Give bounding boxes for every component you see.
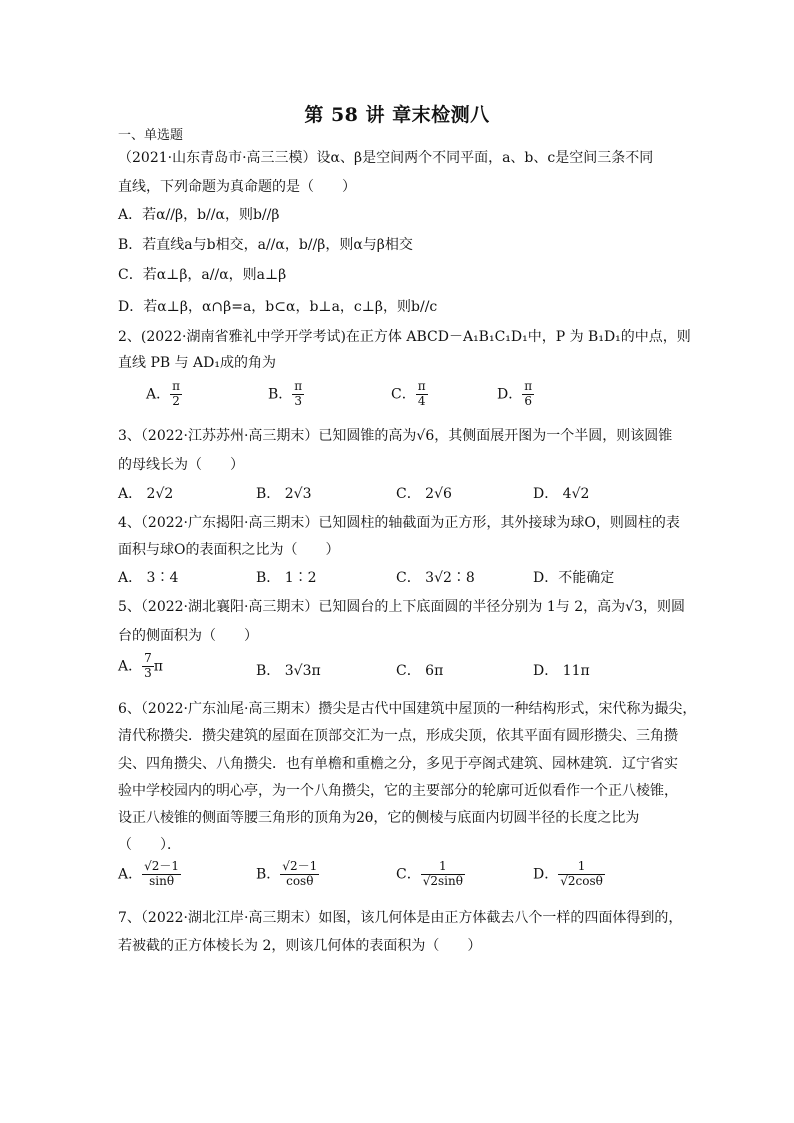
question-6-line-3: 尖、四角攒尖、八角攒尖．也有单檐和重檐之分，多见于亭阁式建筑、园林建筑．辽宁省实	[118, 756, 678, 772]
question-2-option-d: D． $\frac{\pi}{6}$	[497, 379, 533, 408]
question-4-option-c: C． 3√2∶8	[396, 570, 475, 586]
question-5-option-d: D． 11π	[533, 663, 590, 679]
question-7-line-2: 若被截的正方体棱长为 2，则该几何体的表面积为（ ）	[118, 938, 482, 954]
question-6-line-4: 验中学校园内的明心亭，为一个八角攒尖，它的主要部分的轮廓可近似看作一个正八棱锥，	[118, 783, 678, 799]
question-3-option-d: D． 4√2	[533, 486, 590, 502]
page-title: 第 58 讲 章末检测八	[304, 104, 490, 126]
question-3-line-2: 的母线长为（ ）	[118, 457, 244, 473]
question-1-line-2: 直线，下列命题为真命题的是（ ）	[118, 179, 356, 195]
question-6-option-b: B． $\frac{√2-1}{\cos\theta}$	[256, 859, 318, 888]
question-2-line-2: 直线 PB 与 AD₁成的角为	[118, 355, 277, 371]
question-6-line-6: （ ）．	[118, 837, 181, 853]
question-3-option-c: C． 2√6	[396, 486, 452, 502]
question-6-line-1: 6、（2022·广东汕尾·高三期末）攒尖是古代中国建筑中屋顶的一种结构形式，宋代称为撮尖，	[118, 701, 697, 717]
question-1-option-d: D．若α⊥β，α∩β=a，b⊂α，b⊥a，c⊥β，则b//c	[118, 299, 438, 315]
question-1-option-a: A．若α//β，b//α，则b//β	[118, 207, 280, 223]
question-7-line-1: 7、（2022·湖北江岸·高三期末）如图，该几何体是由正方体截去八个一样的四面体得到的，	[118, 910, 683, 926]
question-5-line-2: 台的侧面积为（ ）	[118, 628, 258, 644]
question-6-line-2: 清代称攒尖．攒尖建筑的屋面在顶部交汇为一点，形成尖顶，依其平面有圆形攒尖、三角攒	[118, 728, 678, 744]
question-5-line-1: 5、（2022·湖北襄阳·高三期末）已知圆台的上下底面圆的半径分别为 1与 2，高为√3，则圆	[118, 599, 685, 615]
question-4-option-b: B． 1∶2	[256, 570, 317, 586]
question-2-option-b: B． $\frac{\pi}{3}$	[268, 379, 303, 408]
question-5-option-a: A． $\frac{7}{3}$ π	[118, 651, 163, 680]
question-6-line-5: 设正八棱锥的侧面等腰三角形的顶角为2θ，它的侧棱与底面内切圆半径的长度之比为	[118, 810, 640, 826]
question-3-option-b: B． 2√3	[256, 486, 312, 502]
question-5-option-b: B． 3√3π	[256, 663, 321, 679]
question-3-line-1: 3、（2022·江苏苏州·高三期末）已知圆锥的高为√6，其侧面展开图为一个半圆，则该圆锥	[118, 428, 673, 444]
question-4-line-1: 4、（2022·广东揭阳·高三期末）已知圆柱的轴截面为正方形，其外接球为球O，则圆柱的表	[118, 515, 680, 531]
section-heading: 一、单选题	[118, 128, 184, 143]
question-6-option-c: C． $\frac{1}{√2\sin\theta}$	[396, 859, 463, 888]
question-4-option-a: A． 3∶4	[118, 570, 179, 586]
question-2-line-1: 2、(2022·湖南省雅礼中学开学考试)在正方体 ABCD－A₁B₁C₁D₁中，P 为 B₁D₁的中点，则	[118, 329, 691, 345]
question-6-option-a: A． $\frac{√2-1}{\sin\theta}$	[118, 859, 180, 888]
question-2-option-c: C． $\frac{\pi}{4}$	[391, 379, 426, 408]
question-6-option-d: D． $\frac{1}{√2\cos\theta}$	[533, 859, 603, 888]
question-4-option-d: D．不能确定	[533, 570, 615, 586]
question-5-option-c: C． 6π	[396, 663, 444, 679]
question-1-option-b: B．若直线a与b相交，a//α，b//β，则α与β相交	[118, 237, 413, 253]
question-1-option-c: C．若α⊥β，a//α，则a⊥β	[118, 267, 287, 283]
question-1-line-1: （2021·山东青岛市·高三三模）设α、β是空间两个不同平面，a、b、c是空间三条不同	[118, 150, 654, 166]
question-3-option-a: A． 2√2	[118, 486, 174, 502]
question-4-line-2: 面积与球O的表面积之比为（ ）	[118, 542, 340, 558]
question-2-option-a: A． $\frac{\pi}{2}$	[146, 379, 181, 408]
